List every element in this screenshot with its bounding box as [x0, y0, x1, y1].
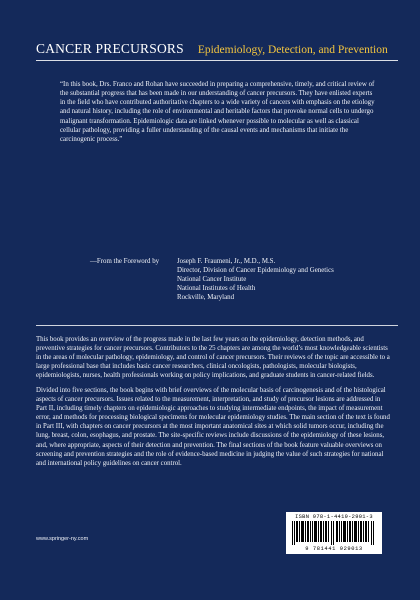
attribution-line-1: Director, Division of Cancer Epidemiology and Genetics [177, 267, 334, 275]
publisher-website: www.springer-ny.com [36, 536, 89, 542]
description-paragraph-2: Divided into five sections, the book begins with brief overviews of the molecular basis of carcinogenesis and of the histological aspects of cancer precursors. Issues related to the measurement, interpretation, and study of precursor lesions are addressed in Part II, including timely chapters on epidemiologic approaches to studying intermediate endpoints, the impact of measurement error, and methods for processing biological specimens for molecular epidemiology studies. The main section of the text is found in Part III, with chapters on cancer precursors at the most important anatomical sites at which solid tumors occur, including the lung, breast, colon, esophagus, and prostate. The site-specific reviews include discussions of the epidemiology of these lesions, and, where appropriate, aspects of their detection and prevention. The final sections of the book feature valuable overviews on screening and prevention strategies and the role of evidence-based medicine in judging the value of such strategies for national and international policy guidelines on cancer control. [36, 387, 390, 467]
quote-attribution [90, 257, 390, 302]
barcode-digits: 9 781441 929013 [305, 546, 363, 552]
attribution-lead: —From the Foreword by [90, 258, 160, 265]
attribution-name: Joseph F. Fraumeni, Jr., M.D., M.S. [177, 258, 276, 265]
book-subtitle: Epidemiology, Detection, and Prevention [197, 44, 388, 56]
book-title: CANCER PRECURSORS [36, 41, 184, 56]
book-description [36, 335, 390, 474]
header [36, 40, 396, 58]
section-divider [36, 325, 398, 326]
barcode-bars-icon [292, 521, 376, 545]
isbn-number: ISBN 978-1-4419-2901-3 [295, 514, 373, 520]
attribution-line-2: National Cancer Institute [177, 276, 247, 284]
attribution-line-3: National Institutes of Health [177, 285, 256, 293]
description-paragraph-1: This book provides an overview of the progress made in the last few years on the epidemiology, detection methods, and preventive strategies for cancer precursors. Contributors to the 25 chapters are among the world’s most knowledgeable scientists in the areas of molecular pathology, epidemiology, and control of cancer precursors. Their reviews of the topic are accessible to a large professional base that includes basic cancer researchers, clinical oncologists, pathologists, molecular biologists, epidemiologists, nurses, health professionals working on policy implications, and graduate students in cancer-related fields. [36, 336, 390, 380]
attribution-line-4: Rockville, Maryland [177, 294, 235, 302]
isbn-barcode [286, 512, 382, 554]
header-divider [36, 60, 398, 61]
foreword-quote: “In this book, Drs. Franco and Rohan have succeeded in preparing a comprehensive, timely, and critical review of the substantial progress that has been made in our understanding of cancer precursors. They have enlisted experts in the field who have contributed authoritative chapters to a wide variety of cancers with emphasis on the etiology and natural history, including the role of environmental and heritable factors that provoke normal cells to undergo malignant transformation. Epidemiologic data are linked whenever possible to molecular as well as classical cellular pathology, providing a fuller understanding of the causal events and mechanisms that initiate the carcinogenic process.” [60, 81, 375, 143]
